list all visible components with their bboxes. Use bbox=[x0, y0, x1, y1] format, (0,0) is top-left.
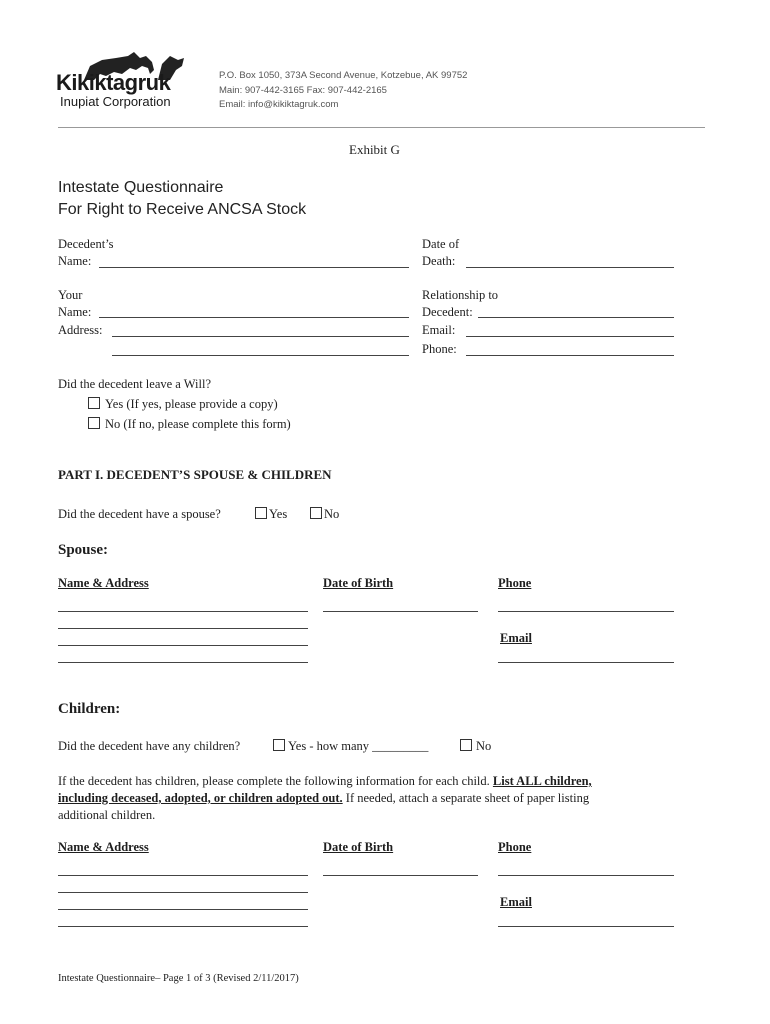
header-divider bbox=[58, 127, 705, 128]
spouse-col-name: Name & Address bbox=[58, 576, 149, 590]
title-line-2: For Right to Receive ANCSA Stock bbox=[58, 201, 307, 218]
children-col-name: Name & Address bbox=[58, 840, 149, 854]
spouse-col-email: Email bbox=[500, 631, 532, 645]
child-email-line[interactable] bbox=[498, 926, 674, 927]
address-line-2[interactable] bbox=[112, 355, 409, 356]
children-heading: Children: bbox=[58, 701, 121, 717]
spouse-name-line-1[interactable] bbox=[58, 611, 308, 612]
children-col-phone: Phone bbox=[498, 840, 532, 854]
page-footer: Intestate Questionnaire– Page 1 of 3 (Revised 2/11/2017) bbox=[58, 973, 299, 984]
header-phones: Main: 907-442-3165 Fax: 907-442-2165 bbox=[219, 84, 387, 96]
spouse-name-line-2[interactable] bbox=[58, 628, 308, 629]
relationship-field: Relationship to Decedent: bbox=[422, 288, 499, 319]
header-contact bbox=[219, 69, 467, 113]
address-line-1[interactable] bbox=[112, 336, 409, 337]
spouse-phone-line[interactable] bbox=[498, 611, 674, 612]
spouse-heading: Spouse: bbox=[58, 542, 109, 558]
children-yes-option[interactable]: Yes - how many _________ bbox=[273, 738, 428, 755]
children-question: Did the decedent have any children? bbox=[58, 739, 241, 753]
spouse-no-option[interactable]: No bbox=[310, 506, 339, 523]
spouse-yes-checkbox[interactable] bbox=[255, 507, 267, 519]
spouse-question: Did the decedent have a spouse? bbox=[58, 507, 221, 521]
spouse-name-line-4[interactable] bbox=[58, 662, 308, 663]
spouse-col-phone: Phone bbox=[498, 576, 532, 590]
spouse-dob-line[interactable] bbox=[323, 611, 478, 612]
title-line-1: Intestate Questionnaire bbox=[58, 179, 224, 196]
header-email: Email: info@kikiktagruk.com bbox=[219, 99, 339, 110]
spouse-no-checkbox[interactable] bbox=[310, 507, 322, 519]
children-col-email: Email bbox=[500, 895, 532, 909]
child-dob-line[interactable] bbox=[323, 875, 478, 876]
email-label: Email: bbox=[422, 323, 456, 337]
decedent-name-line[interactable] bbox=[99, 267, 409, 268]
logo-subtitle: Inupiat Corporation bbox=[60, 94, 171, 109]
child-name-line-1[interactable] bbox=[58, 875, 308, 876]
date-of-death-line[interactable] bbox=[466, 267, 674, 268]
address-label: Address: bbox=[58, 323, 103, 337]
will-no-option[interactable]: No (If no, please complete this form) bbox=[88, 416, 291, 433]
will-yes-checkbox[interactable] bbox=[88, 397, 100, 409]
children-col-dob: Date of Birth bbox=[323, 840, 394, 854]
phone-label: Phone: bbox=[422, 342, 457, 356]
spouse-yes-option[interactable]: Yes bbox=[255, 506, 287, 523]
children-yes-checkbox[interactable] bbox=[273, 739, 285, 751]
part1-heading: PART I. DECEDENT’S SPOUSE & CHILDREN bbox=[58, 467, 332, 482]
decedent-name-field: Decedent’s Name: bbox=[58, 237, 114, 268]
phone-line[interactable] bbox=[466, 355, 674, 356]
relationship-line[interactable] bbox=[478, 317, 674, 318]
child-name-line-3[interactable] bbox=[58, 909, 308, 910]
email-line[interactable] bbox=[466, 336, 674, 337]
will-question: Did the decedent leave a Will? bbox=[58, 377, 212, 391]
header-address: P.O. Box 1050, 373A Second Avenue, Kotzebue, AK 99752 bbox=[219, 70, 468, 81]
will-yes-option[interactable]: Yes (If yes, please provide a copy) bbox=[88, 396, 278, 413]
page-title bbox=[58, 177, 306, 221]
child-phone-line[interactable] bbox=[498, 875, 674, 876]
children-no-option[interactable]: No bbox=[460, 738, 491, 755]
date-of-death-field: Date of Death: bbox=[422, 237, 460, 268]
spouse-email-line[interactable] bbox=[498, 662, 674, 663]
spouse-name-line-3[interactable] bbox=[58, 645, 308, 646]
your-name-field: Your Name: bbox=[58, 288, 92, 319]
child-name-line-2[interactable] bbox=[58, 892, 308, 893]
children-no-checkbox[interactable] bbox=[460, 739, 472, 751]
logo-name: Kikiktagruk bbox=[56, 70, 171, 95]
exhibit-label: Exhibit G bbox=[349, 142, 400, 157]
spouse-col-dob: Date of Birth bbox=[323, 576, 394, 590]
will-no-checkbox[interactable] bbox=[88, 417, 100, 429]
logo bbox=[56, 52, 196, 112]
children-instructions: If the decedent has children, please complete the following information for each child. List ALL children, including deceased, adopted, or children adopted out. If needed, attach a separate sheet of paper listing additional children. bbox=[58, 774, 592, 822]
child-name-line-4[interactable] bbox=[58, 926, 308, 927]
your-name-line[interactable] bbox=[99, 317, 409, 318]
